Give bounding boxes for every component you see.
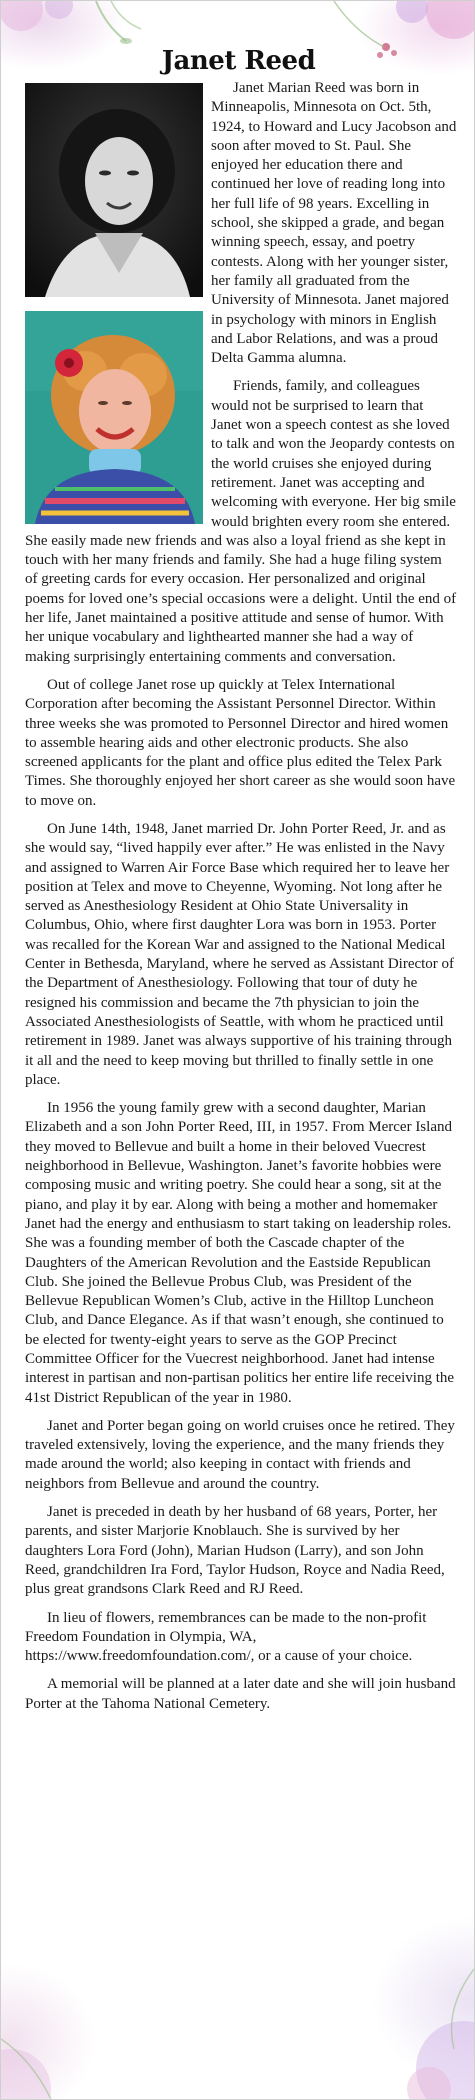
paragraph-career: Out of college Janet rose up quickly at Telex International Corporation after becoming the Assistant Personnel Director. Within three weeks she was promoted to Personnel Director and hired women to assemble hearing aids and other electronic products. She also screened applicants for the plant and office plus edited the Telex Park Times. She thoroughly enjoyed her short career as she would soon have to move on.: [25, 676, 456, 809]
floral-corner-decoration: [1, 1979, 121, 2099]
paragraph-survivors: Janet is preceded in death by her husband of 68 years, Porter, her parents, and sister Marjorie Knoblauch. She is survived by her daughters Lora Ford (John), Marian Hudson (Larry), and son John Reed, grandchildren Ira Ford, Taylor Hudson, Royce and Nadia Reed, plus great grandsons Clark Reed and RJ Reed.: [25, 1504, 445, 1598]
obituary-body: [25, 79, 457, 1723]
photo-column-spacer: [25, 79, 211, 527]
paragraph-early-life: Janet Marian Reed was born in Minneapolis, Minnesota on Oct. 5th, 1924, to Howard and Lucy Jacobson and soon after moved to St. Paul. She enjoyed her education there and continued her love of reading long into her full life of 98 years. Excelling in school, she skipped a grade, and began winning speech, essay, and poetry contests. Along with her younger sister, her family all graduated from the University of Minnesota. Janet majored in psychology with minors in English and Labor Relations, and was a proud Delta Gamma alumna.: [211, 80, 457, 367]
floral-corner-decoration: [334, 1949, 474, 2099]
paragraph-travel: Janet and Porter began going on world cruises once he retired. They traveled extensively, loving the experience, and the many friends they made around the world; also keeping in contact with friends and neighbors from Bellevue and around the country.: [25, 1417, 455, 1492]
paragraph-personality: Friends, family, and colleagues would not be surprised to learn that Janet won a speech contest as she loved to talk and won the Jeopardy contests on the world cruises she enjoyed during retirement. Janet was accepting and welcoming with everyone. Her big smile would brighten every room she entered. She easily made new friends and was also a loyal friend as she kept in touch with her many friends and family. She had a huge filing system of greeting cards for every occasion. Her personalized and original poems for loved one’s special occasions were a delight. Until the end of her life, Janet maintained a positive attitude and sense of humor. With her unique vocabulary and lighthearted manner she had a way of making surprisingly entertaining comments and conversation.: [25, 378, 457, 665]
obituary-title: Janet Reed: [161, 46, 316, 77]
paragraph-family-community: In 1956 the young family grew with a second daughter, Marian Elizabeth and a son John Porter Reed, III, in 1957. From Mercer Island they moved to Bellevue and built a home in their beloved Vuecrest neighborhood in Bellevue, Washington. Janet’s favorite hobbies were composing music and writing poetry. She could hear a song, sit at the piano, and play it by ear. Along with being a mother and homemaker Janet had the energy and enthusiasm to start taking on leadership roles. She was a founding member of both the Cascade chapter of the Daughters of the American Revolution and the Eastside Republican Club. She joined the Bellevue Probus Club, was President of the Bellevue Republican Women’s Club, active in the Hilltop Luncheon Club, and Dance Elegance. As if that wasn’t enough, she continued to be elected for twenty-eight years to serve as the GOP Precinct Committee Officer for the Vuecrest neighborhood. Janet had intense interest in partisan and non-partisan politics her entire life receiving the 41st District Republican of the year in 1980.: [25, 1100, 455, 1406]
paragraph-memorial: A memorial will be planned at a later date and she will join husband Porter at the Tahoma National Cemetery.: [25, 1676, 456, 1712]
paragraph-remembrances: In lieu of flowers, remembrances can be made to the non-profit Freedom Foundation in Olympia, WA, https://www.freedomfoundation.com/, or a cause of your choice.: [25, 1609, 427, 1665]
paragraph-marriage: On June 14th, 1948, Janet married Dr. John Porter Reed, Jr. and as she would say, “lived happily ever after.” He was enlisted in the Navy and assigned to Warren Air Force Base which required her to leave her position at Telex and move to Cheyenne, Wyoming. Not long after he served as Anesthesiology Resident at Ohio State Universality in Columbus, Ohio, where first daughter Lora was born in 1953. Porter was recalled for the Korean War and assigned to the National Medical Center in Bethesda, Maryland, where he served as Assistant Director of the Department of Anesthesiology. Following that tour of duty he resigned his commission and became the 7th physician to join the Associated Anesthesiologists of Seattle, with whom he practiced until retirement in 1989. Janet was always supportive of his training through it all and the need to keep moving but thrilled to finally settle in one place.: [25, 820, 455, 1088]
